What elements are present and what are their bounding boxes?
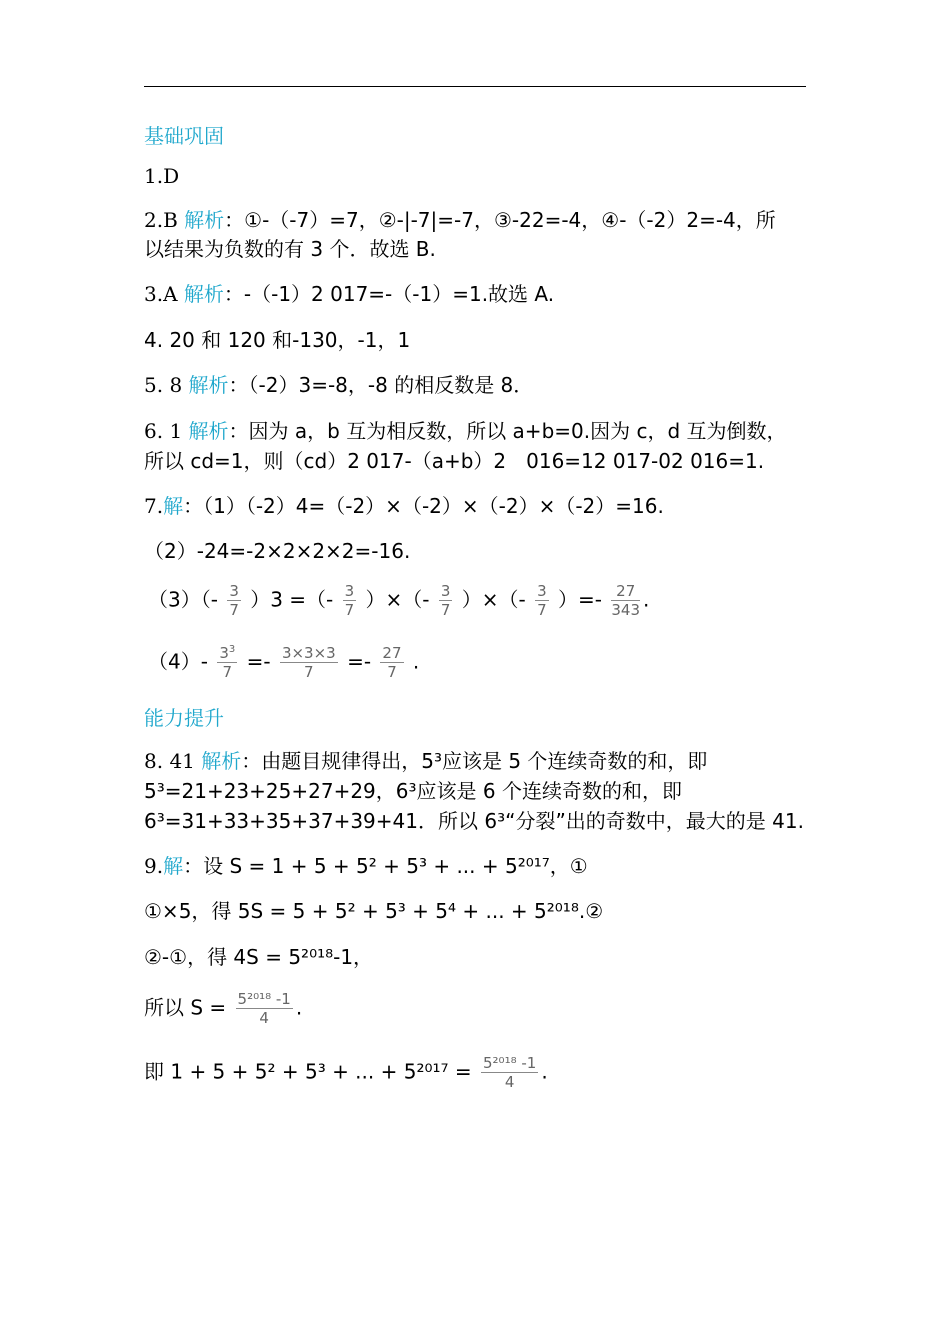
answer-6-text: ：因为 a，b 互为相反数，所以 a+b=0.因为 c，d 互为倒数， (228, 419, 787, 443)
fraction-denominator: 7 (440, 601, 451, 619)
period: . (412, 649, 420, 674)
fraction-numerator: 27 (382, 644, 402, 662)
base: 3 (219, 644, 229, 662)
fraction-numerator: 5²⁰¹⁸ -1 (237, 990, 291, 1008)
answer-6-line-1 (144, 421, 787, 441)
solution-label: 解 (163, 494, 184, 518)
answer-8-line-3: 6³=31+33+35+37+39+41．所以 6³“分裂”出的奇数中，最大的是 41. (144, 809, 804, 833)
answer-9-number: 9. (144, 854, 164, 878)
answer-2-number: 2.B (144, 208, 178, 232)
fraction-denominator: 4 (504, 1073, 515, 1091)
analysis-label: 解析 (201, 749, 242, 773)
answer-3-text: ：-（-1）2 017=-（-1）=1.故选 A. (223, 282, 555, 306)
fraction-numerator: 27 (611, 584, 640, 601)
fraction-denominator: 7 (222, 663, 233, 681)
analysis-label: 解析 (183, 282, 224, 306)
answer-9-line-1 (144, 856, 588, 876)
answer-3 (144, 284, 554, 304)
part-3-prefix: （3）（- (148, 587, 218, 612)
fraction-denominator: 7 (344, 601, 355, 619)
answer-5-number: 5. 8 (144, 373, 183, 397)
answer-8-number: 8. 41 (144, 749, 195, 773)
answer-3-number: 3.A (144, 282, 178, 306)
answer-8-line-2: 5³=21+23+25+27+29，6³应该是 6 个连续奇数的和，即 (144, 779, 682, 803)
period: . (643, 587, 650, 612)
answer-7-part-4 (148, 646, 419, 680)
fraction-numerator: 3 (344, 582, 355, 600)
fraction-denominator: 7 (537, 601, 547, 619)
fraction-3x3x3-over-7 (280, 646, 338, 680)
answer-5 (144, 375, 533, 395)
answer-7-number: 7. (144, 494, 164, 518)
fraction-27-over-7 (380, 646, 403, 680)
fraction-3-over-7 (535, 584, 549, 618)
answer-9-line-4 (144, 992, 302, 1026)
fraction-denominator: 4 (259, 1009, 269, 1027)
equals-minus: =- (246, 649, 271, 674)
fraction-3-over-7 (343, 584, 357, 618)
so-s-equals: 所以 S = (144, 995, 227, 1020)
equals-minus: ）=- (558, 587, 603, 612)
fraction-denominator: 7 (304, 663, 314, 681)
fraction-denominator: 343 (611, 601, 641, 619)
fraction-numerator: 3 (440, 582, 451, 600)
part-3-power: ）3 =（- (250, 587, 334, 612)
fraction-denominator: 7 (387, 663, 397, 681)
answer-5-text: ：（-2）3=-8，-8 的相反数是 8． (228, 373, 534, 397)
fraction-numerator: 3 (537, 582, 547, 600)
analysis-label: 解析 (188, 373, 229, 397)
fraction-sum-result (236, 992, 293, 1026)
answer-9-line-3: ②-①，得 4S = 5²⁰¹⁸-1， (144, 945, 374, 969)
header-rule (144, 86, 806, 87)
exponent: 3 (228, 644, 236, 655)
answer-1: 1.D (144, 164, 180, 188)
fraction-3-over-7 (439, 584, 453, 618)
analysis-label: 解析 (188, 419, 229, 443)
answer-9-line-2: ①×5，得 5S = 5 + 5² + 5³ + 5⁴ + ... + 5²⁰¹⁸.② (144, 899, 604, 923)
part-4-prefix: （4）- (148, 649, 208, 674)
fraction-numerator: 3 (229, 582, 239, 600)
answer-8-text: ：由题目规律得出，5³应该是 5 个连续奇数的和，即 (241, 749, 708, 773)
period: . (541, 1059, 548, 1084)
times-sign: ）×（- (461, 587, 526, 612)
fraction-numerator (217, 646, 237, 663)
fraction-sum-result (481, 1056, 538, 1090)
answer-6-line-2: 所以 cd=1，则（cd）2 017-（a+b）2 016=12 017-02 016=1. (144, 449, 765, 473)
fraction-numerator: 3×3×3 (281, 644, 336, 662)
answer-2-line-1 (144, 210, 776, 230)
equals-minus: =- (347, 649, 372, 674)
times-sign: ）×（- (365, 587, 430, 612)
answer-2-line-2: 以结果为负数的有 3 个．故选 B. (144, 237, 436, 261)
answer-9-line-5 (144, 1056, 548, 1090)
answer-7-part-3 (148, 584, 649, 618)
fraction-denominator: 7 (229, 601, 239, 619)
answer-2-text: ：①-（-7）=7，②-|-7|=-7，③-22=-4，④-（-2）2=-4，所 (224, 208, 776, 232)
fraction-numerator: 5²⁰¹⁸ -1 (483, 1054, 537, 1072)
analysis-label: 解析 (184, 208, 225, 232)
answer-7-part-1-text: ：（1）（-2）4=（-2）×（-2）×（-2）×（-2）=16. (183, 494, 664, 518)
answer-4: 4. 20 和 120 和-130，-1，1 (144, 328, 411, 352)
final-equation: 即 1 + 5 + 5² + 5³ + ... + 5²⁰¹⁷ = (144, 1059, 472, 1084)
answer-8-line-1 (144, 751, 707, 771)
answer-7-part-2: （2）-24=-2×2×2×2=-16. (144, 539, 411, 563)
section-heading-advanced: 能力提升 (144, 706, 224, 730)
answer-9-text: ：设 S = 1 + 5 + 5² + 5³ + ... + 5²⁰¹⁷，① (183, 854, 588, 878)
fraction-27-over-343 (611, 584, 640, 618)
section-heading-basic: 基础巩固 (144, 124, 224, 148)
fraction-3-over-7 (227, 584, 241, 618)
answer-7-part-1 (144, 496, 664, 516)
fraction-3-cubed-over-7 (217, 646, 237, 680)
answer-6-number: 6. 1 (144, 419, 183, 443)
solution-label: 解 (163, 854, 184, 878)
period: . (295, 995, 303, 1020)
